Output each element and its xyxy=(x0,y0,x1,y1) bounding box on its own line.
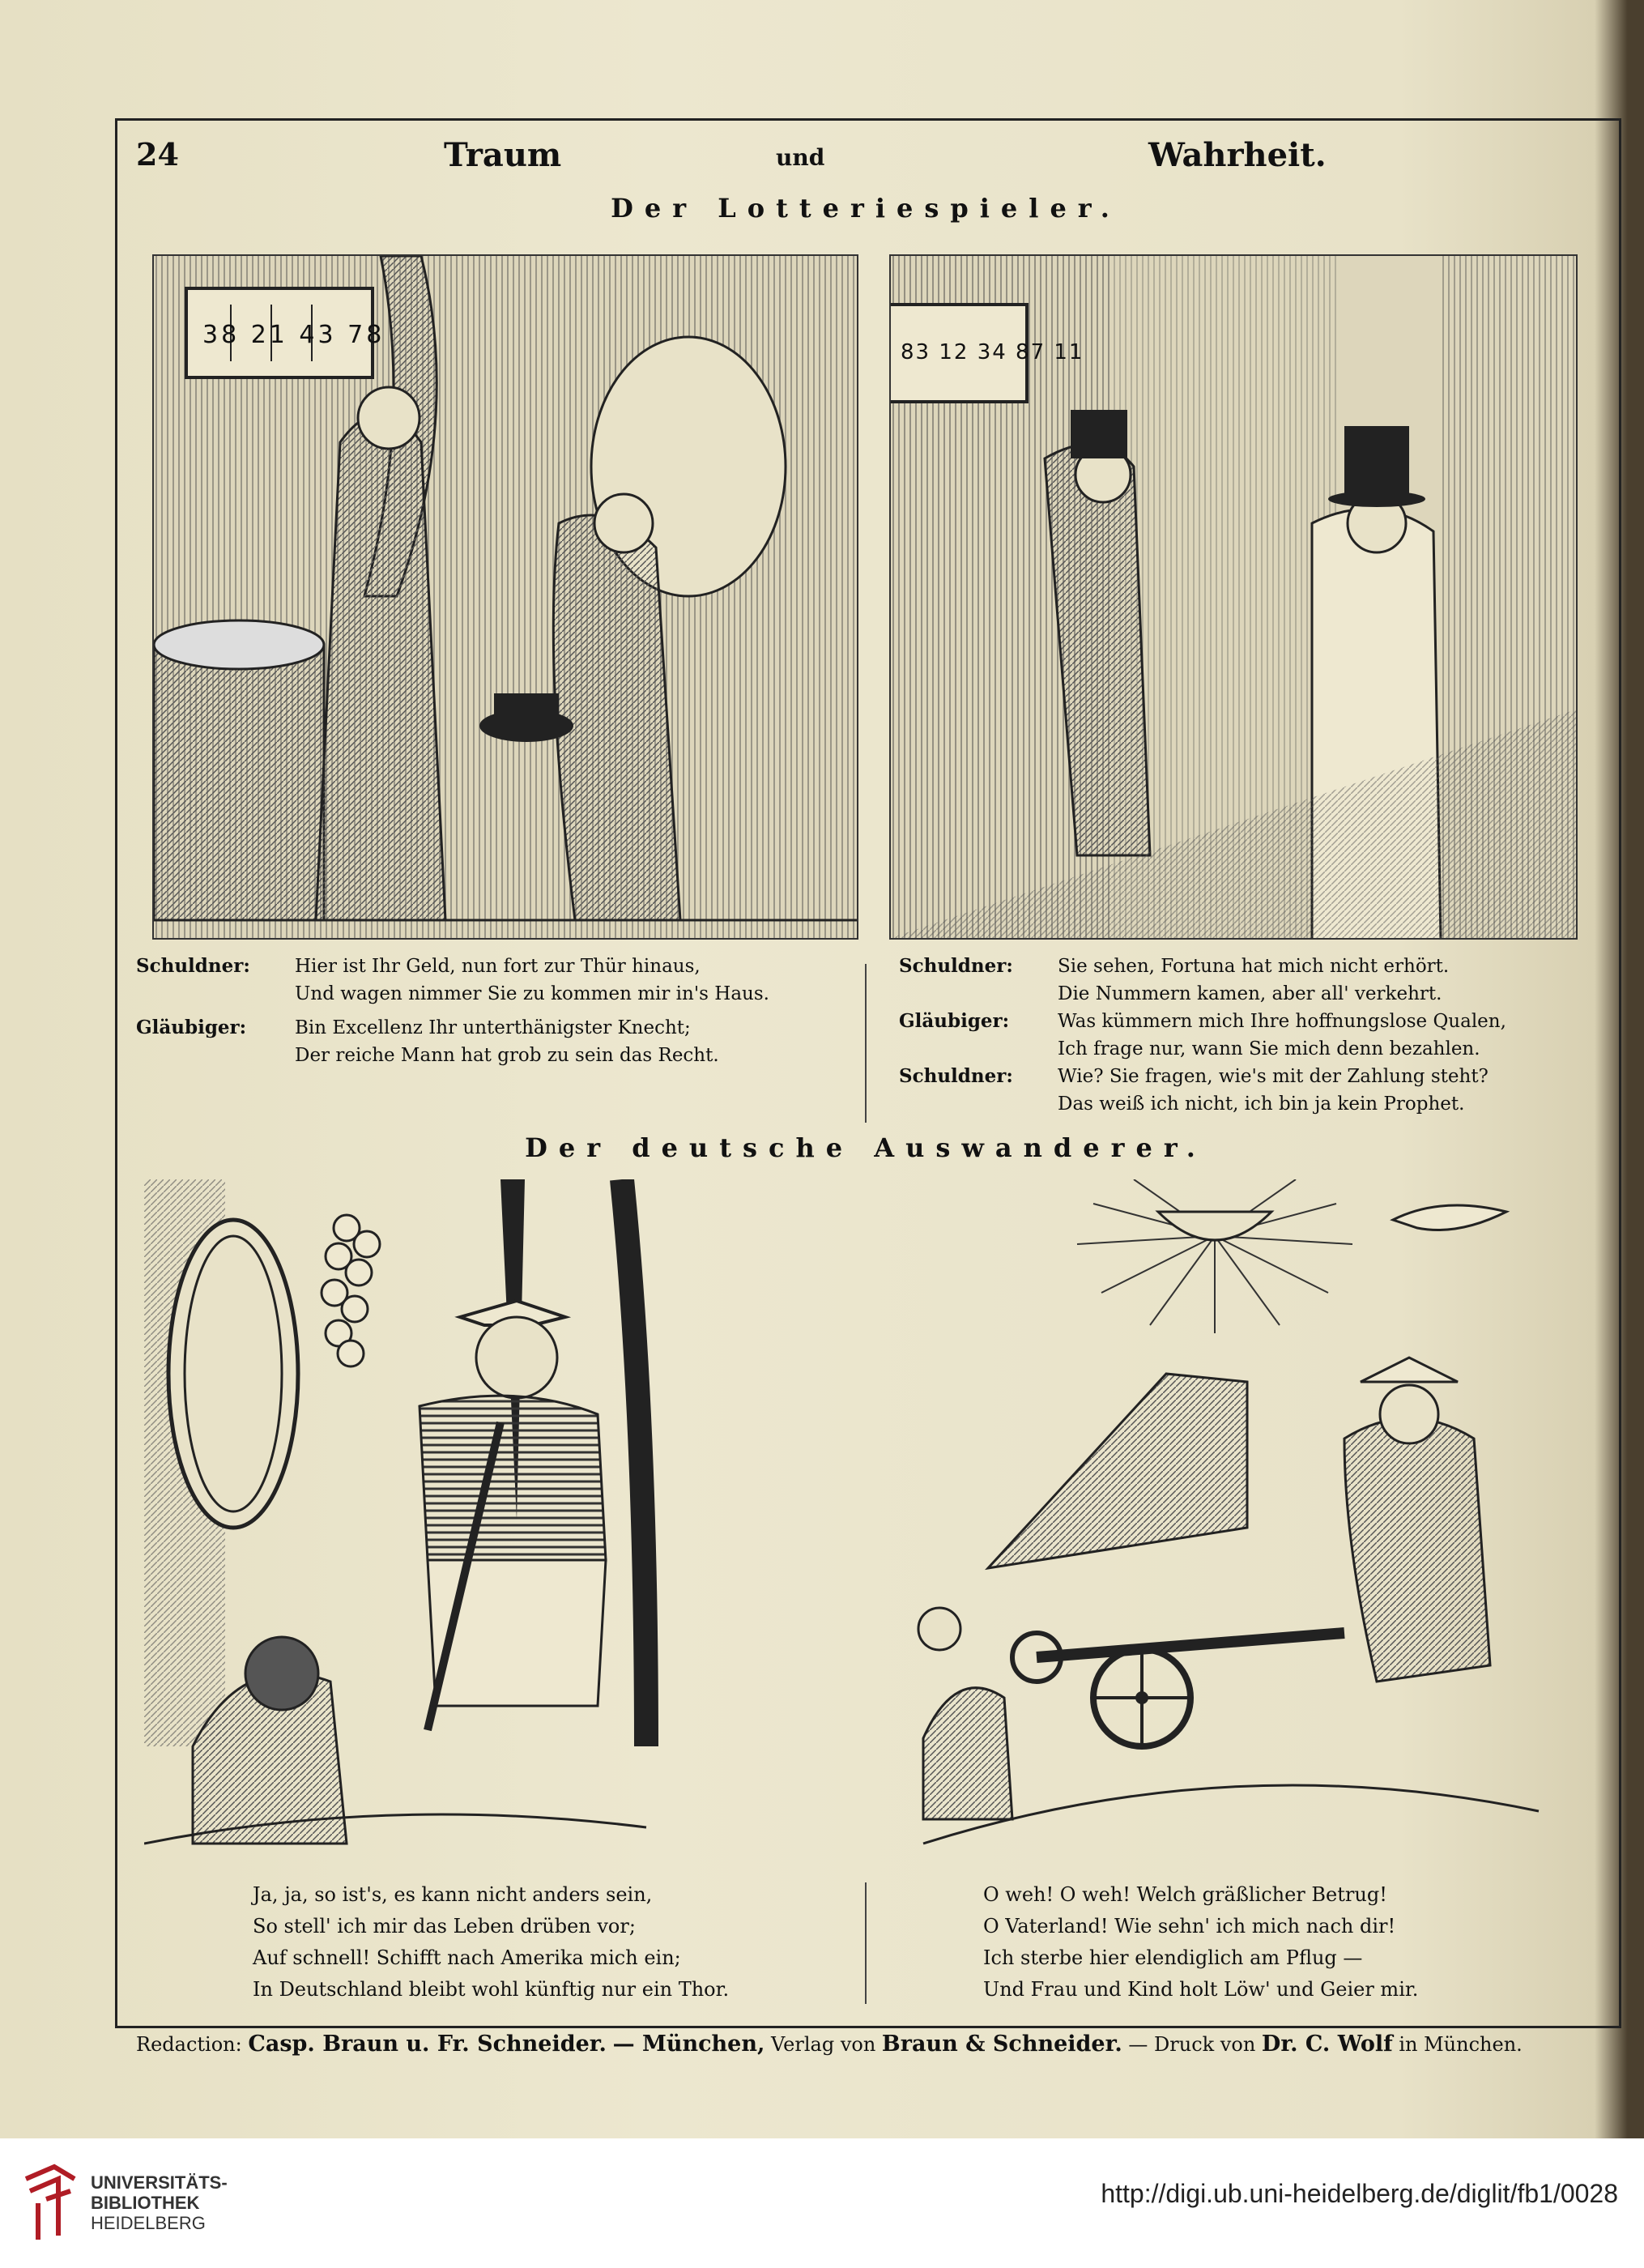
verse-left xyxy=(253,1879,729,2006)
dialogue-line: Gläubiger: Bin Excellenz Ihr unterthänigster Knecht; xyxy=(136,1017,691,1038)
title-right: Wahrheit. xyxy=(1148,136,1327,174)
dialogue-line: Das weiß ich nicht, ich bin ja kein Prophet. xyxy=(1058,1094,1465,1115)
verse-line: Ich sterbe hier elendiglich am Pflug — xyxy=(983,1946,1363,1969)
verse-line: So stell' ich mir das Leben drüben vor; xyxy=(253,1915,636,1938)
verse-line: O Vaterland! Wie sehn' ich mich nach dir! xyxy=(983,1915,1396,1938)
dialogue-line: Der reiche Mann hat grob zu sein das Recht. xyxy=(295,1045,719,1066)
dialogue-line: Schuldner: Hier ist Ihr Geld, nun fort zur Thür hinaus, xyxy=(136,955,701,977)
dialogue-line: Gläubiger: Was kümmern mich Ihre hoffnungslose Qualen, xyxy=(899,1010,1506,1032)
title-mid: und xyxy=(776,144,825,171)
lottery-numbers-right: 83 12 34 87 11 xyxy=(901,340,1084,364)
dialogue-line: Ich frage nur, wann Sie mich denn bezahlen. xyxy=(1058,1038,1480,1059)
library-logo-icon[interactable] xyxy=(18,2163,83,2244)
dialogue-right xyxy=(899,953,1612,1118)
title-left: Traum xyxy=(444,136,562,174)
library-name[interactable]: UNIVERSITÄTS- BIBLIOTHEK HEIDELBERG xyxy=(91,2172,228,2233)
source-url-link[interactable]: http://digi.ub.uni-heidelberg.de/diglit/fb1/0028 xyxy=(1101,2179,1618,2208)
section1-title: Der Lotteriespieler. xyxy=(611,193,1121,224)
verse-line: Auf schnell! Schifft nach Amerika mich ein; xyxy=(253,1946,681,1969)
dialogue-divider xyxy=(865,964,867,1123)
verse-line: Ja, ja, so ist's, es kann nicht anders sein, xyxy=(253,1883,653,1906)
dialogue-left xyxy=(136,953,865,1069)
verse-line: Und Frau und Kind holt Löw' und Geier mir. xyxy=(983,1978,1419,2001)
imprint-line: Redaction: Casp. Braun u. Fr. Schneider. — München, Verlag von Braun & Schneider. — Druck von Dr. C. Wolf in München. xyxy=(136,2031,1523,2057)
illustration-lottery-dream xyxy=(152,254,858,940)
dialogue-line: Die Nummern kamen, aber all' verkehrt. xyxy=(1058,983,1442,1004)
dialogue-line: Schuldner: Wie? Sie fragen, wie's mit der Zahlung steht? xyxy=(899,1065,1489,1087)
dialogue-line: Schuldner: Sie sehen, Fortuna hat mich nicht erhört. xyxy=(899,955,1450,977)
verse-divider xyxy=(865,1882,867,2004)
section2-title: Der deutsche Auswanderer. xyxy=(525,1132,1207,1163)
dialogue-line: Und wagen nimmer Sie zu kommen mir in's Haus. xyxy=(295,983,769,1004)
verse-right xyxy=(983,1879,1418,2006)
verse-line: In Deutschland bleibt wohl künftig nur ein Thor. xyxy=(253,1978,730,2001)
verse-line: O weh! O weh! Welch gräßlicher Betrug! xyxy=(983,1883,1387,1906)
illustration-emigrant-reality xyxy=(891,1179,1587,1878)
lottery-numbers-left: 38 21 43 78 xyxy=(202,321,385,349)
illustration-lottery-reality xyxy=(889,254,1578,940)
library-footer xyxy=(0,2138,1644,2268)
illustration-emigrant-dream xyxy=(144,1179,855,1878)
page-number: 24 xyxy=(136,136,179,173)
